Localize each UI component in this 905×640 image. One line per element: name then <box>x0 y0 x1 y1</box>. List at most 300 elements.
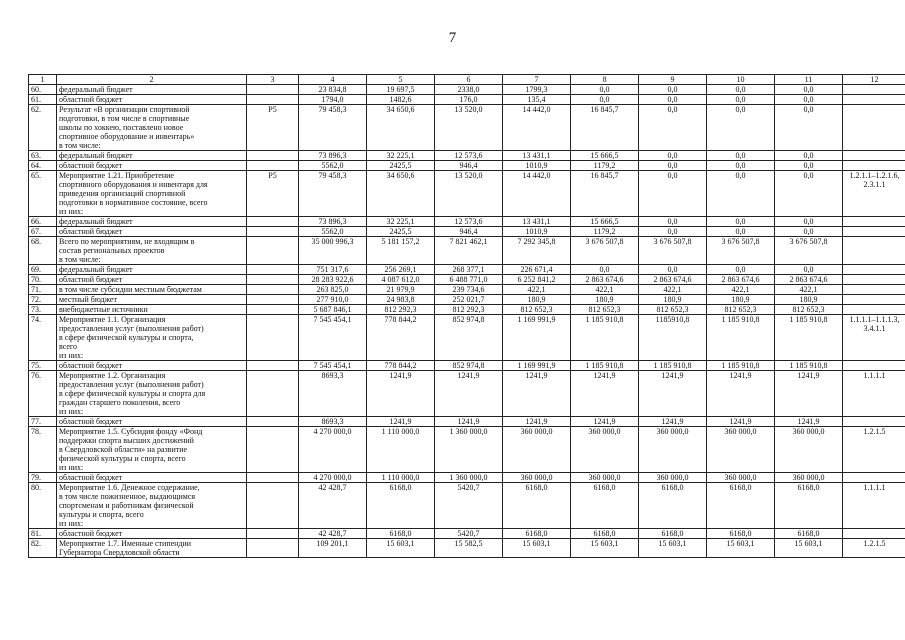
amount-cell: 34 650,6 <box>367 171 435 217</box>
column-header: 4 <box>299 75 367 85</box>
target-indicators: 1.1.1.1 <box>843 371 905 417</box>
row-number: 71. <box>29 285 57 295</box>
amount-cell: 1241,9 <box>503 417 571 427</box>
amount-cell: 42 428,7 <box>299 483 367 529</box>
table-row <box>29 361 905 371</box>
amount-cell: 15 603,1 <box>639 539 707 558</box>
amount-cell: 180,9 <box>707 295 775 305</box>
table-body <box>29 75 905 558</box>
row-number: 61. <box>29 95 57 105</box>
amount-cell: 0,0 <box>775 85 843 95</box>
target-indicators <box>843 237 905 265</box>
amount-cell: 1 185 910,8 <box>571 361 639 371</box>
row-source-code <box>247 371 299 417</box>
table-row <box>29 427 905 473</box>
amount-cell: 778 844,2 <box>367 361 435 371</box>
row-description: местный бюджет <box>57 295 247 305</box>
amount-cell: 226 671,4 <box>503 265 571 275</box>
amount-cell: 6168,0 <box>707 483 775 529</box>
row-description: областной бюджет <box>57 161 247 171</box>
amount-cell: 360 000,0 <box>571 427 639 473</box>
amount-cell: 1241,9 <box>775 417 843 427</box>
row-description: Мероприятие 1.21. Приобретение спортивного оборудования и инвентаря для приведения организаций спортивной подготовки в нормативное состояние, всего из них: <box>57 171 247 217</box>
row-source-code <box>247 95 299 105</box>
table-row <box>29 483 905 529</box>
amount-cell: 812 652,3 <box>707 305 775 315</box>
amount-cell: 946,4 <box>435 161 503 171</box>
amount-cell: 852 974,8 <box>435 315 503 361</box>
amount-cell: 1 185 910,8 <box>775 361 843 371</box>
amount-cell: 0,0 <box>775 105 843 151</box>
amount-cell: 1 110 000,0 <box>367 427 435 473</box>
amount-cell: 1 185 910,8 <box>707 315 775 361</box>
target-indicators <box>843 217 905 227</box>
table-row <box>29 371 905 417</box>
amount-cell: 1 185 910,8 <box>707 361 775 371</box>
amount-cell: 946,4 <box>435 227 503 237</box>
table-row <box>29 315 905 361</box>
row-description: Мероприятие 1.6. Денежное содержание, в том числе пожизненное, выдающимся спортсменам и работникам физической культуры и спорта, всего из них: <box>57 483 247 529</box>
amount-cell: 0,0 <box>775 171 843 217</box>
amount-cell: 1 110 000,0 <box>367 473 435 483</box>
amount-cell: 1794,0 <box>299 95 367 105</box>
amount-cell: 0,0 <box>639 151 707 161</box>
column-header: 12 <box>843 75 905 85</box>
row-description: Всего по мероприятиям, не входящим в состав региональных проектов в том числе: <box>57 237 247 265</box>
amount-cell: 2 863 674,6 <box>639 275 707 285</box>
target-indicators <box>843 265 905 275</box>
amount-cell: 0,0 <box>707 85 775 95</box>
row-description: внебюджетные источники <box>57 305 247 315</box>
amount-cell: 73 896,3 <box>299 217 367 227</box>
amount-cell: 0,0 <box>775 217 843 227</box>
amount-cell: 263 825,0 <box>299 285 367 295</box>
amount-cell: 1241,9 <box>707 417 775 427</box>
target-indicators: 1.2.1.5 <box>843 427 905 473</box>
row-number: 69. <box>29 265 57 275</box>
amount-cell: 5 687 846,1 <box>299 305 367 315</box>
amount-cell: 268 377,1 <box>435 265 503 275</box>
amount-cell: 0,0 <box>639 95 707 105</box>
row-source-code <box>247 417 299 427</box>
amount-cell: 5420,7 <box>435 483 503 529</box>
amount-cell: 0,0 <box>707 151 775 161</box>
amount-cell: 15 603,1 <box>571 539 639 558</box>
amount-cell: 812 652,3 <box>571 305 639 315</box>
amount-cell: 1010,9 <box>503 161 571 171</box>
amount-cell: 7 292 345,8 <box>503 237 571 265</box>
amount-cell: 360 000,0 <box>707 427 775 473</box>
amount-cell: 778 844,2 <box>367 315 435 361</box>
amount-cell: 2 863 674,6 <box>571 275 639 285</box>
amount-cell: 23 834,8 <box>299 85 367 95</box>
row-number: 72. <box>29 295 57 305</box>
row-description: федеральный бюджет <box>57 265 247 275</box>
target-indicators <box>843 473 905 483</box>
row-source-code <box>247 315 299 361</box>
amount-cell: 21 979,9 <box>367 285 435 295</box>
amount-cell: 1241,9 <box>435 371 503 417</box>
amount-cell: 422,1 <box>707 285 775 295</box>
amount-cell: 35 000 996,3 <box>299 237 367 265</box>
row-source-code <box>247 427 299 473</box>
amount-cell: 422,1 <box>639 285 707 295</box>
target-indicators <box>843 161 905 171</box>
target-indicators <box>843 95 905 105</box>
amount-cell: 6168,0 <box>503 483 571 529</box>
amount-cell: 176,0 <box>435 95 503 105</box>
row-source-code <box>247 305 299 315</box>
row-source-code <box>247 227 299 237</box>
amount-cell: 1241,9 <box>503 371 571 417</box>
target-indicators <box>843 105 905 151</box>
amount-cell: 15 666,5 <box>571 217 639 227</box>
amount-cell: 135,4 <box>503 95 571 105</box>
amount-cell: 7 821 462,1 <box>435 237 503 265</box>
amount-cell: 13 520,0 <box>435 105 503 151</box>
amount-cell: 852 974,8 <box>435 361 503 371</box>
row-source-code <box>247 483 299 529</box>
target-indicators <box>843 275 905 285</box>
budget-table <box>28 74 905 558</box>
table-row <box>29 237 905 265</box>
table-row <box>29 105 905 151</box>
amount-cell: 360 000,0 <box>503 427 571 473</box>
amount-cell: 0,0 <box>707 171 775 217</box>
amount-cell: 2425,5 <box>367 227 435 237</box>
amount-cell: 8693,3 <box>299 371 367 417</box>
target-indicators: 1.1.1.1–1.1.1.3, 3.4.1.1 <box>843 315 905 361</box>
table-row <box>29 85 905 95</box>
amount-cell: 6168,0 <box>367 529 435 539</box>
target-indicators <box>843 85 905 95</box>
target-indicators <box>843 295 905 305</box>
amount-cell: 1241,9 <box>639 417 707 427</box>
row-source-code <box>247 237 299 265</box>
row-source-code <box>247 217 299 227</box>
target-indicators <box>843 227 905 237</box>
row-description: федеральный бюджет <box>57 151 247 161</box>
amount-cell: 1 185 910,8 <box>775 315 843 361</box>
row-source-code <box>247 473 299 483</box>
amount-cell: 6168,0 <box>639 529 707 539</box>
amount-cell: 13 431,1 <box>503 217 571 227</box>
amount-cell: 8693,3 <box>299 417 367 427</box>
amount-cell: 32 225,1 <box>367 151 435 161</box>
amount-cell: 1010,9 <box>503 227 571 237</box>
row-description: Мероприятие 1.2. Организация предоставления услуг (выполнения работ) в сфере физической культуры и спорта для граждан старшего поколения, всего из них: <box>57 371 247 417</box>
row-number: 68. <box>29 237 57 265</box>
amount-cell: 0,0 <box>775 227 843 237</box>
amount-cell: 19 697,5 <box>367 85 435 95</box>
target-indicators <box>843 361 905 371</box>
amount-cell: 0,0 <box>639 227 707 237</box>
column-header: 5 <box>367 75 435 85</box>
amount-cell: 15 603,1 <box>503 539 571 558</box>
amount-cell: 3 676 507,8 <box>775 237 843 265</box>
amount-cell: 5562,0 <box>299 161 367 171</box>
amount-cell: 5 181 157,2 <box>367 237 435 265</box>
row-description: областной бюджет <box>57 529 247 539</box>
target-indicators: 1.2.1.5 <box>843 539 905 558</box>
target-indicators <box>843 417 905 427</box>
amount-cell: 1241,9 <box>775 371 843 417</box>
row-source-code: Р5 <box>247 105 299 151</box>
column-header: 10 <box>707 75 775 85</box>
amount-cell: 0,0 <box>639 105 707 151</box>
row-description: областной бюджет <box>57 417 247 427</box>
amount-cell: 0,0 <box>639 217 707 227</box>
column-header: 8 <box>571 75 639 85</box>
amount-cell: 42 428,7 <box>299 529 367 539</box>
row-description: Мероприятие 1.7. Именные стипендии Губернатора Свердловской области <box>57 539 247 558</box>
target-indicators <box>843 285 905 295</box>
amount-cell: 6168,0 <box>367 483 435 529</box>
amount-cell: 360 000,0 <box>775 427 843 473</box>
amount-cell: 422,1 <box>503 285 571 295</box>
row-source-code <box>247 539 299 558</box>
amount-cell: 5420,7 <box>435 529 503 539</box>
amount-cell: 14 442,0 <box>503 171 571 217</box>
amount-cell: 1241,9 <box>571 417 639 427</box>
amount-cell: 34 650,6 <box>367 105 435 151</box>
row-source-code <box>247 275 299 285</box>
amount-cell: 0,0 <box>775 265 843 275</box>
row-description: Результат «В организации спортивной подготовки, в том числе в спортивные школы по хоккею, поставлено новое спортивное оборудование и инвентарь» в том числе: <box>57 105 247 151</box>
table-row <box>29 171 905 217</box>
table-row <box>29 161 905 171</box>
amount-cell: 360 000,0 <box>707 473 775 483</box>
amount-cell: 180,9 <box>775 295 843 305</box>
amount-cell: 2 863 674,6 <box>707 275 775 285</box>
table-row <box>29 539 905 558</box>
amount-cell: 1179,2 <box>571 161 639 171</box>
amount-cell: 360 000,0 <box>775 473 843 483</box>
amount-cell: 360 000,0 <box>639 427 707 473</box>
amount-cell: 180,9 <box>503 295 571 305</box>
row-number: 82. <box>29 539 57 558</box>
row-description: областной бюджет <box>57 361 247 371</box>
row-source-code <box>247 285 299 295</box>
amount-cell: 28 283 922,6 <box>299 275 367 285</box>
row-number: 74. <box>29 315 57 361</box>
amount-cell: 360 000,0 <box>503 473 571 483</box>
amount-cell: 109 201,1 <box>299 539 367 558</box>
amount-cell: 812 652,3 <box>775 305 843 315</box>
amount-cell: 6168,0 <box>775 529 843 539</box>
amount-cell: 0,0 <box>639 85 707 95</box>
amount-cell: 256 269,1 <box>367 265 435 275</box>
row-source-code <box>247 529 299 539</box>
amount-cell: 0,0 <box>707 105 775 151</box>
amount-cell: 6 252 841,2 <box>503 275 571 285</box>
row-number: 62. <box>29 105 57 151</box>
amount-cell: 0,0 <box>707 227 775 237</box>
amount-cell: 0,0 <box>639 171 707 217</box>
row-source-code <box>247 161 299 171</box>
amount-cell: 6168,0 <box>639 483 707 529</box>
table-row <box>29 295 905 305</box>
amount-cell: 2 863 674,6 <box>775 275 843 285</box>
amount-cell: 16 845,7 <box>571 105 639 151</box>
row-source-code <box>247 361 299 371</box>
amount-cell: 1241,9 <box>707 371 775 417</box>
row-number: 67. <box>29 227 57 237</box>
amount-cell: 0,0 <box>707 161 775 171</box>
row-number: 65. <box>29 171 57 217</box>
amount-cell: 0,0 <box>707 217 775 227</box>
amount-cell: 15 582,5 <box>435 539 503 558</box>
row-description: областной бюджет <box>57 95 247 105</box>
amount-cell: 812 652,3 <box>503 305 571 315</box>
table-row <box>29 95 905 105</box>
amount-cell: 0,0 <box>571 95 639 105</box>
amount-cell: 0,0 <box>775 95 843 105</box>
amount-cell: 0,0 <box>707 265 775 275</box>
amount-cell: 5562,0 <box>299 227 367 237</box>
amount-cell: 1185910,8 <box>639 315 707 361</box>
row-number: 77. <box>29 417 57 427</box>
row-number: 64. <box>29 161 57 171</box>
amount-cell: 12 573,6 <box>435 151 503 161</box>
table-row <box>29 417 905 427</box>
amount-cell: 1179,2 <box>571 227 639 237</box>
target-indicators <box>843 529 905 539</box>
amount-cell: 239 734,6 <box>435 285 503 295</box>
row-source-code <box>247 295 299 305</box>
amount-cell: 1241,9 <box>571 371 639 417</box>
row-description: федеральный бюджет <box>57 85 247 95</box>
column-header: 7 <box>503 75 571 85</box>
table-row <box>29 305 905 315</box>
amount-cell: 13 520,0 <box>435 171 503 217</box>
amount-cell: 0,0 <box>571 265 639 275</box>
amount-cell: 252 021,7 <box>435 295 503 305</box>
amount-cell: 3 676 507,8 <box>639 237 707 265</box>
column-header: 1 <box>29 75 57 85</box>
row-number: 76. <box>29 371 57 417</box>
row-description: Мероприятие 1.1. Организация предоставления услуг (выполнения работ) в сфере физической культуры и спорта, всего из них: <box>57 315 247 361</box>
amount-cell: 32 225,1 <box>367 217 435 227</box>
row-source-code <box>247 151 299 161</box>
amount-cell: 1482,6 <box>367 95 435 105</box>
amount-cell: 180,9 <box>571 295 639 305</box>
amount-cell: 1241,9 <box>435 417 503 427</box>
amount-cell: 1 169 991,9 <box>503 361 571 371</box>
amount-cell: 14 442,0 <box>503 105 571 151</box>
amount-cell: 73 896,3 <box>299 151 367 161</box>
column-header: 3 <box>247 75 299 85</box>
page-number: 7 <box>448 30 457 46</box>
row-source-code <box>247 85 299 95</box>
row-number: 81. <box>29 529 57 539</box>
amount-cell: 0,0 <box>775 151 843 161</box>
table-row <box>29 285 905 295</box>
amount-cell: 1 185 910,8 <box>639 361 707 371</box>
row-number: 66. <box>29 217 57 227</box>
amount-cell: 1 185 910,8 <box>571 315 639 361</box>
table-row <box>29 529 905 539</box>
row-number: 60. <box>29 85 57 95</box>
amount-cell: 1241,9 <box>639 371 707 417</box>
row-description: областной бюджет <box>57 275 247 285</box>
target-indicators: 1.2.1.1–1.2.1.6, 2.3.1.1 <box>843 171 905 217</box>
amount-cell: 3 676 507,8 <box>707 237 775 265</box>
row-source-code: Р5 <box>247 171 299 217</box>
amount-cell: 1241,9 <box>367 371 435 417</box>
amount-cell: 812 652,3 <box>639 305 707 315</box>
table-header-row <box>29 75 905 85</box>
amount-cell: 0,0 <box>707 95 775 105</box>
amount-cell: 79 458,3 <box>299 171 367 217</box>
amount-cell: 7 545 454,1 <box>299 361 367 371</box>
amount-cell: 0,0 <box>775 161 843 171</box>
table-row <box>29 151 905 161</box>
amount-cell: 6168,0 <box>775 483 843 529</box>
amount-cell: 1799,3 <box>503 85 571 95</box>
table-row <box>29 217 905 227</box>
amount-cell: 180,9 <box>639 295 707 305</box>
amount-cell: 360 000,0 <box>571 473 639 483</box>
row-number: 80. <box>29 483 57 529</box>
row-source-code <box>247 265 299 275</box>
target-indicators <box>843 151 905 161</box>
amount-cell: 4 270 000,0 <box>299 427 367 473</box>
amount-cell: 15 603,1 <box>775 539 843 558</box>
amount-cell: 6168,0 <box>571 529 639 539</box>
amount-cell: 15 666,5 <box>571 151 639 161</box>
amount-cell: 1 360 000,0 <box>435 427 503 473</box>
amount-cell: 16 845,7 <box>571 171 639 217</box>
amount-cell: 79 458,3 <box>299 105 367 151</box>
row-number: 63. <box>29 151 57 161</box>
amount-cell: 0,0 <box>639 265 707 275</box>
amount-cell: 15 603,1 <box>707 539 775 558</box>
amount-cell: 15 603,1 <box>367 539 435 558</box>
row-description: Мероприятие 1.5. Субсидия фонду «Фонд поддержки спорта высших достижений в Свердловской области» на развитие физической культуры и спорта, всего из них: <box>57 427 247 473</box>
amount-cell: 3 676 507,8 <box>571 237 639 265</box>
amount-cell: 422,1 <box>775 285 843 295</box>
amount-cell: 7 545 454,1 <box>299 315 367 361</box>
target-indicators: 1.1.1.1 <box>843 483 905 529</box>
amount-cell: 360 000,0 <box>639 473 707 483</box>
row-description: областной бюджет <box>57 473 247 483</box>
row-number: 79. <box>29 473 57 483</box>
amount-cell: 751 317,6 <box>299 265 367 275</box>
amount-cell: 422,1 <box>571 285 639 295</box>
column-header: 6 <box>435 75 503 85</box>
target-indicators <box>843 305 905 315</box>
table-row <box>29 275 905 285</box>
column-header: 11 <box>775 75 843 85</box>
amount-cell: 2425,5 <box>367 161 435 171</box>
amount-cell: 0,0 <box>571 85 639 95</box>
amount-cell: 1 169 991,9 <box>503 315 571 361</box>
amount-cell: 4 087 612,0 <box>367 275 435 285</box>
amount-cell: 2338,0 <box>435 85 503 95</box>
row-description: областной бюджет <box>57 227 247 237</box>
column-header: 2 <box>57 75 247 85</box>
table-row <box>29 265 905 275</box>
amount-cell: 4 270 000,0 <box>299 473 367 483</box>
amount-cell: 0,0 <box>639 161 707 171</box>
amount-cell: 6168,0 <box>571 483 639 529</box>
column-header: 9 <box>639 75 707 85</box>
amount-cell: 277 910,0 <box>299 295 367 305</box>
row-number: 73. <box>29 305 57 315</box>
table-row <box>29 227 905 237</box>
amount-cell: 24 983,8 <box>367 295 435 305</box>
